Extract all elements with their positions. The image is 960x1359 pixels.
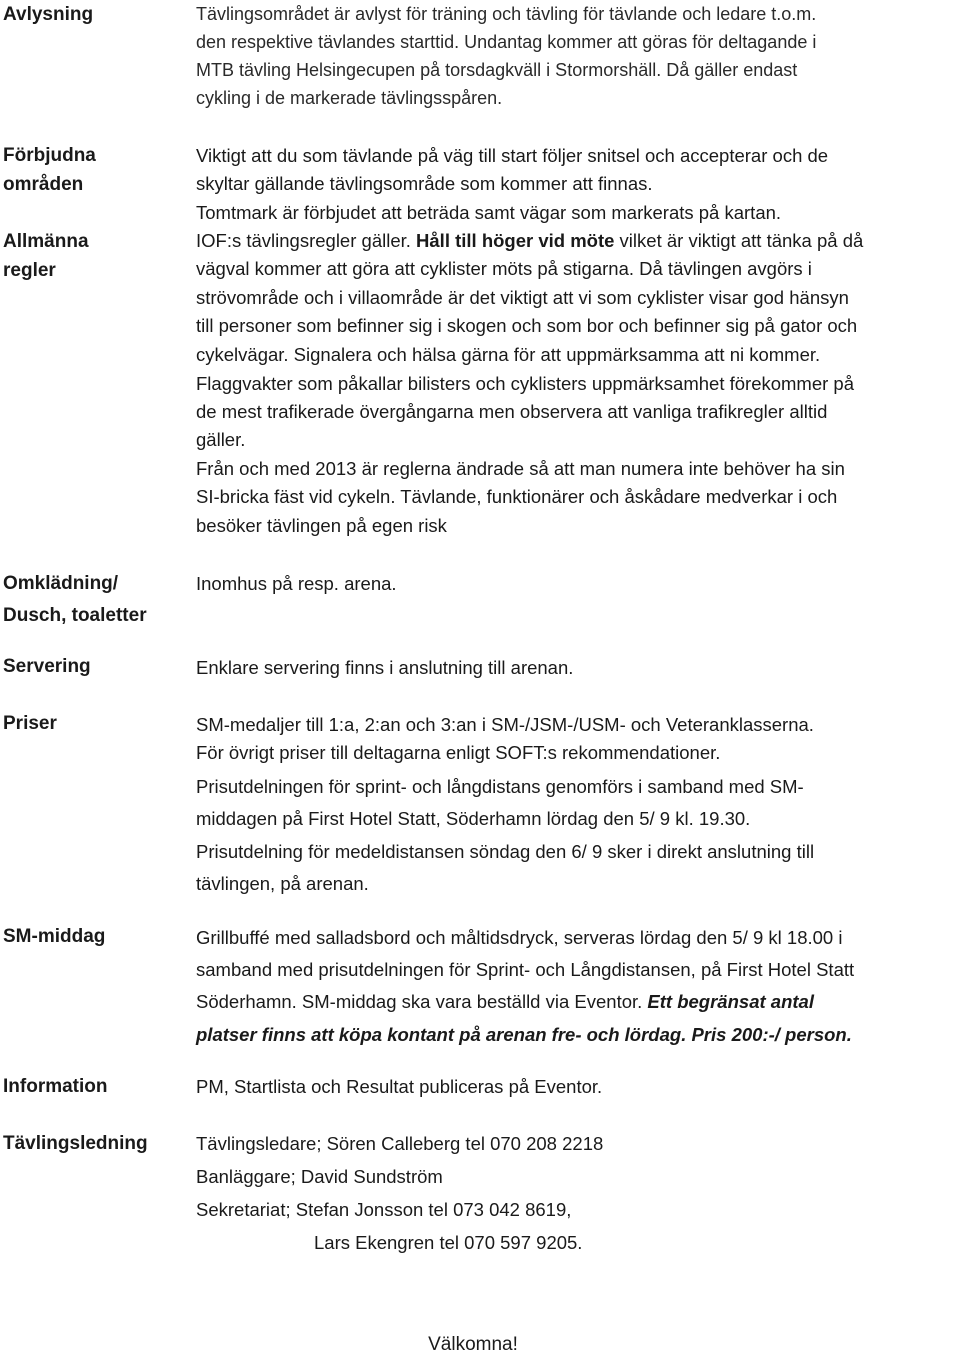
text-line: För övrigt priser till deltagarna enligt SOFT:s rekommendationer. [196, 742, 721, 763]
text-fragment: Söderhamn. SM-middag ska vara beställd via Eventor. [196, 991, 648, 1012]
section-label-servering: Servering [3, 656, 91, 677]
text-line: SI-bricka fäst vid cykeln. Tävlande, funktionärer och åskådare medverkar i och [196, 486, 838, 507]
emphasis-text: Ett begränsat antal [647, 991, 814, 1012]
text-line: MTB tävling Helsingecupen på torsdagkväll i Stormorshäll. Då gäller endast [196, 60, 798, 80]
text-line: Banläggare; David Sundström [196, 1166, 443, 1187]
section-label-dusch: Dusch, toaletter [3, 605, 147, 626]
section-label-sm-middag: SM-middag [3, 926, 106, 947]
text-line: besöker tävlingen på egen risk [196, 515, 447, 536]
text-line: Viktigt att du som tävlande på väg till start följer snitsel och accepterar och de [196, 145, 829, 166]
text-line: cykling i de markerade tävlingsspåren. [196, 88, 503, 108]
text-line: Från och med 2013 är reglerna ändrade så att man numera inte behöver ha sin [196, 458, 845, 479]
emphasis-line: platser finns att köpa kontant på arenan fre- och lördag. Pris 200:-/ person. [196, 1024, 852, 1045]
text-line: PM, Startlista och Resultat publiceras på Eventor. [196, 1076, 603, 1097]
text-line: Prisutdelning för medeldistansen söndag den 6/ 9 sker i direkt anslutning till [196, 841, 815, 862]
text-line: vägval kommer att göra att cyklister möts på stigarna. Då tävlingen avgörs i [196, 258, 812, 279]
text-line: skyltar gällande tävlingsområde som kommer att finnas. [196, 173, 653, 194]
text-line: den respektive tävlandes starttid. Undantag kommer att göras för deltagande i [196, 32, 817, 52]
text-line: till personer som befinner sig i skogen och som bor och befinner sig på gator och [196, 315, 858, 336]
text-line: Enklare servering finns i anslutning till arenan. [196, 657, 574, 678]
section-label-regler: regler [3, 260, 56, 281]
text-fragment: IOF:s tävlingsregler gäller. [196, 230, 417, 251]
text-line: gäller. [196, 429, 246, 450]
emphasis-text: Håll till höger vid möte [416, 230, 615, 251]
text-line: de mest trafikerade övergångarna men observera att vanliga trafikregler alltid [196, 401, 828, 422]
text-line: Tävlingsområdet är avlyst för träning och tävling för tävlande och ledare t.o.m. [196, 4, 817, 24]
section-label-omkladning: Omklädning/ [3, 573, 119, 594]
section-label-allmanna: Allmänna [3, 231, 89, 252]
text-line: Tomtmark är förbjudet att beträda samt vägar som markerats på kartan. [196, 202, 782, 223]
text-line: SM-medaljer till 1:a, 2:an och 3:an i SM-/JSM-/USM- och Veteranklasserna. [196, 714, 814, 735]
text-line: Tävlingsledare; Sören Calleberg tel 070 208 2218 [196, 1133, 604, 1154]
text-line: Sekretariat; Stefan Jonsson tel 073 042 8619, [196, 1199, 572, 1220]
text-line: Inomhus på resp. arena. [196, 573, 397, 594]
section-label-forbjudna: Förbjudna [3, 145, 96, 166]
text-line: middagen på First Hotel Statt, Söderhamn lördag den 5/ 9 kl. 19.30. [196, 808, 751, 829]
section-label-avlysning: Avlysning [3, 4, 94, 25]
footer-greeting: Välkomna! [428, 1334, 518, 1355]
text-line [196, 987, 814, 1016]
text-line: Flaggvakter som påkallar bilisters och cyklisters uppmärksamhet förekommer på [196, 373, 855, 394]
section-label-priser: Priser [3, 713, 57, 734]
text-line: Lars Ekengren tel 070 597 9205. [314, 1232, 583, 1253]
text-fragment: vilket är viktigt att tänka på då [614, 230, 864, 251]
text-line: strövområde och i villaområde är det viktigt att vi som cyklister visar god hänsyn [196, 287, 849, 308]
text-line: Prisutdelningen för sprint- och långdistans genomförs i samband med SM- [196, 776, 804, 797]
section-label-tavlingsledning: Tävlingsledning [3, 1133, 148, 1154]
section-label-information: Information [3, 1076, 108, 1097]
section-label-omraden: områden [3, 174, 84, 195]
text-line [196, 226, 863, 255]
text-line: samband med prisutdelningen för Sprint- och Långdistansen, på First Hotel Statt [196, 959, 855, 980]
text-line: tävlingen, på arenan. [196, 873, 369, 894]
text-line: cykelvägar. Signalera och hälsa gärna för att uppmärksamma att ni kommer. [196, 344, 821, 365]
text-line: Grillbuffé med salladsbord och måltidsdryck, serveras lördag den 5/ 9 kl 18.00 i [196, 927, 843, 948]
